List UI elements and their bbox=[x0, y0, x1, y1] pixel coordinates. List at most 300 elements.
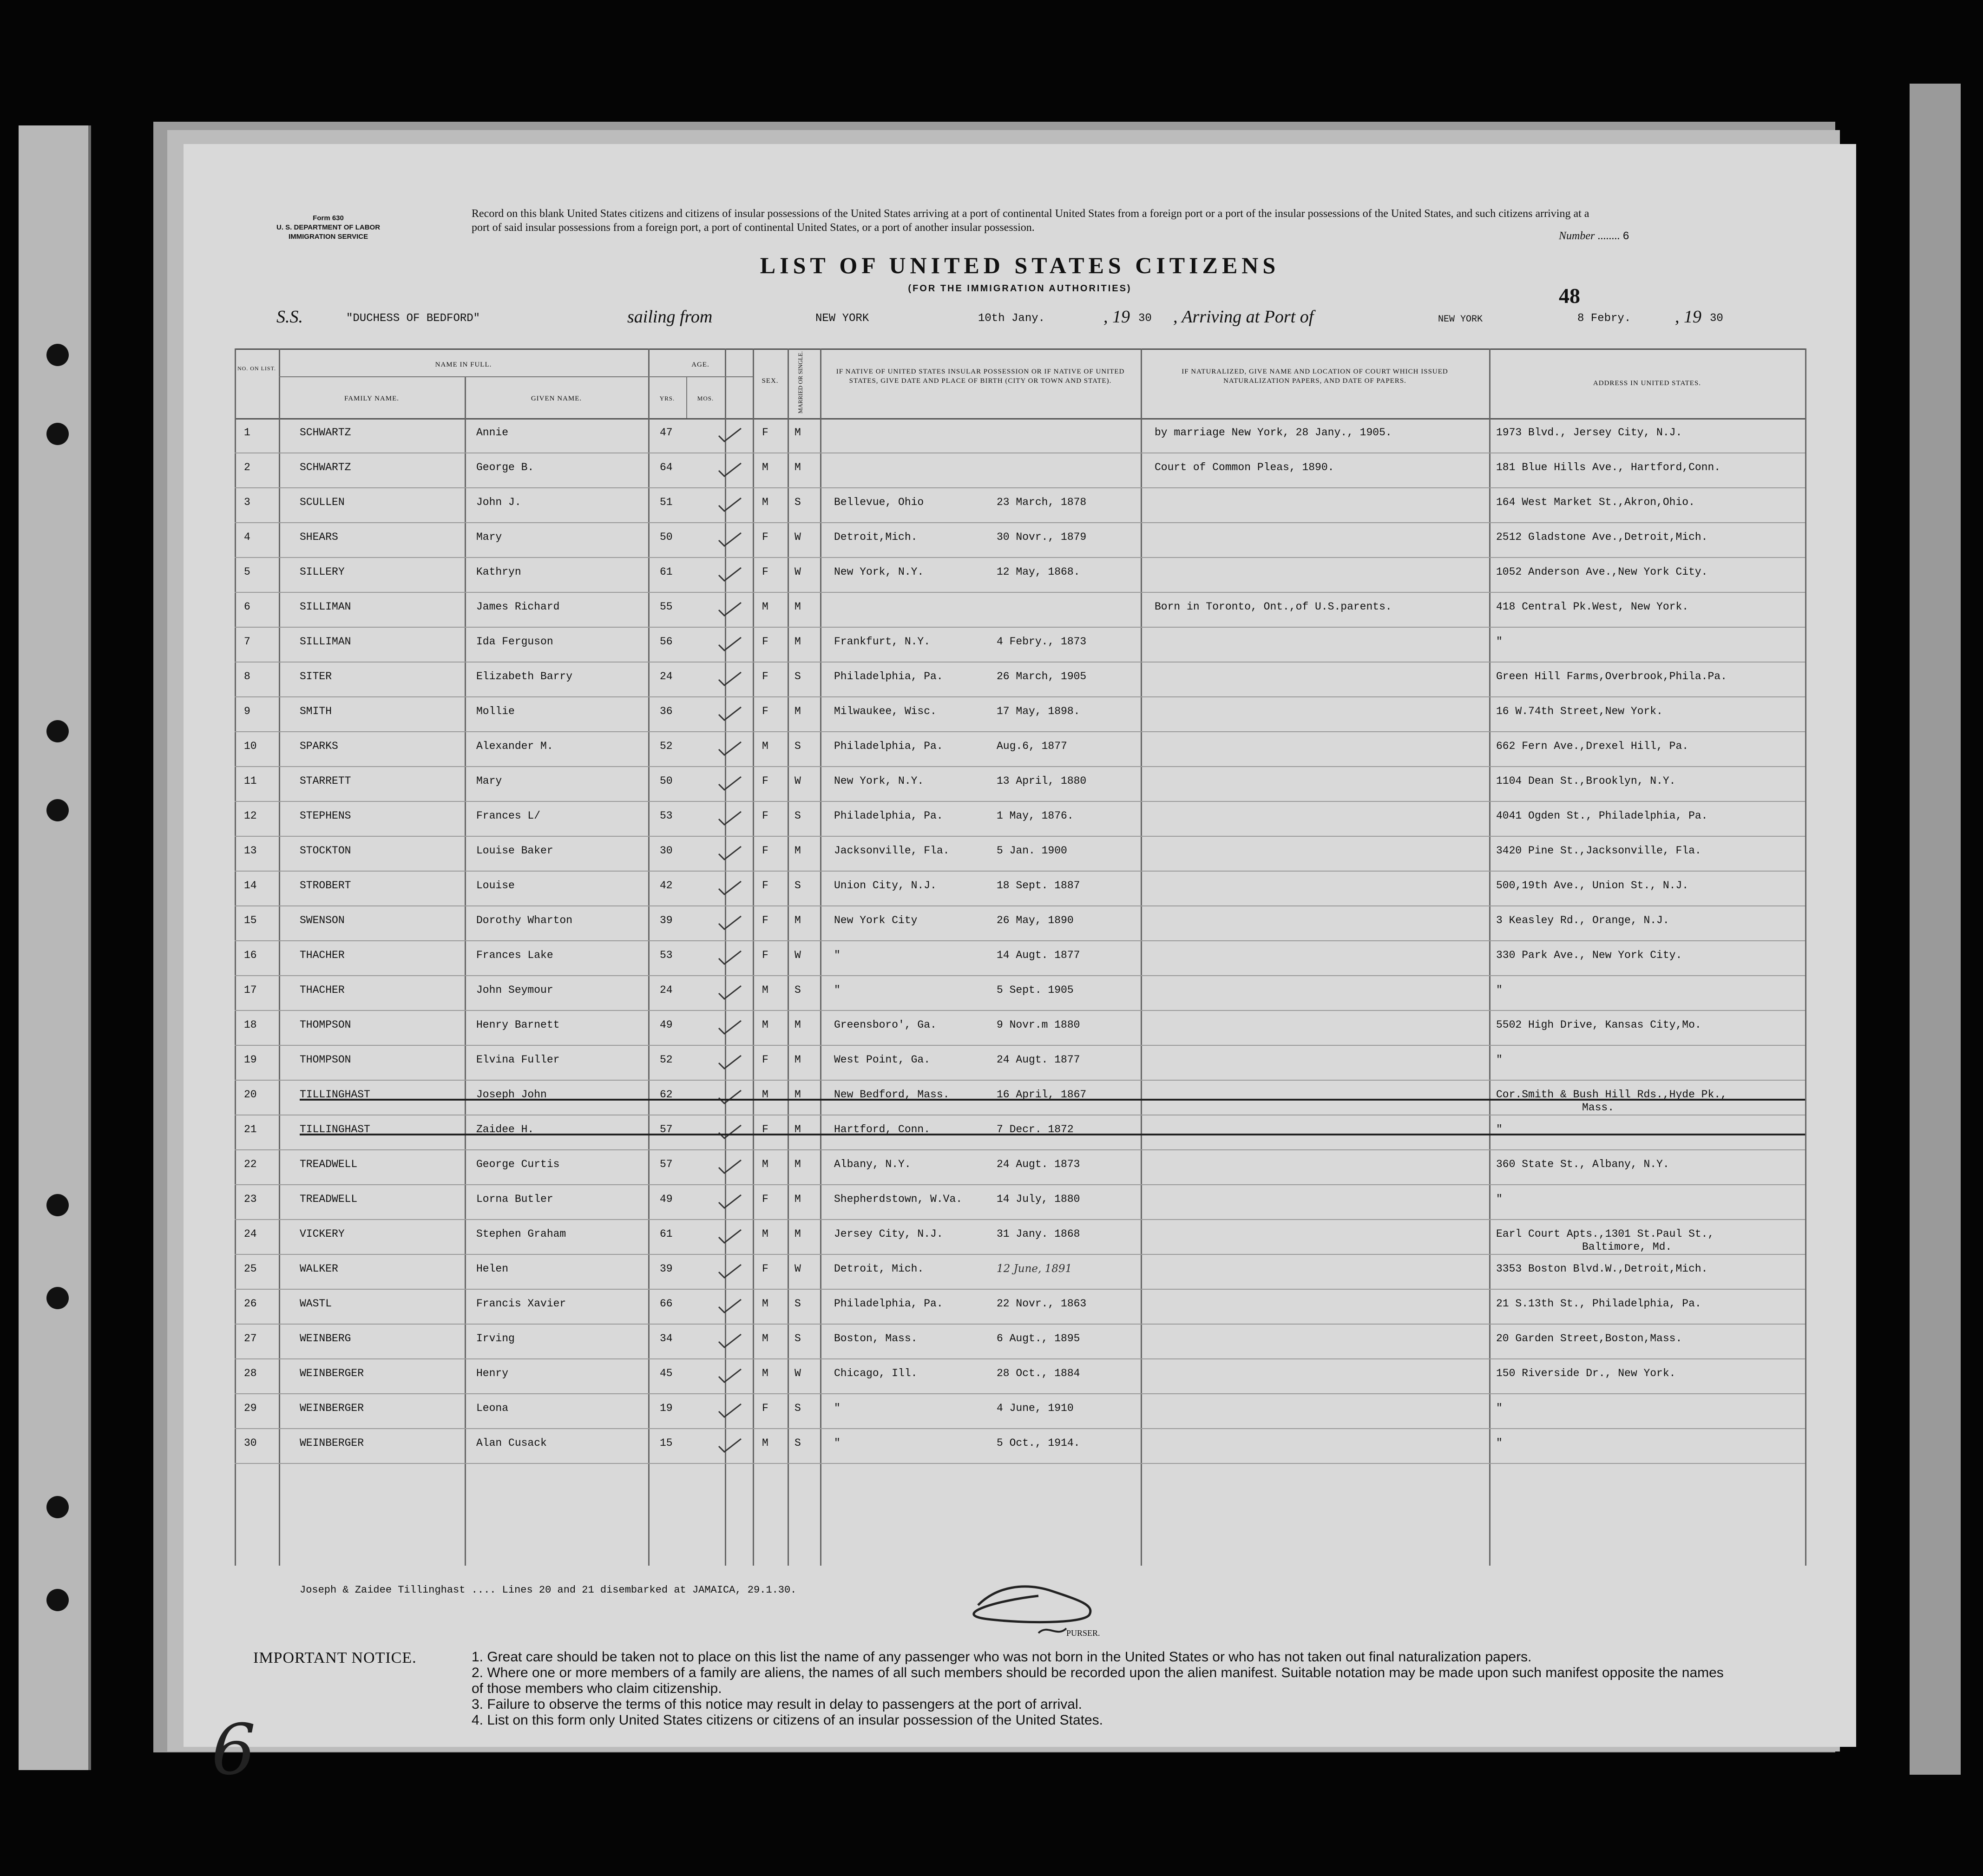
marital-status: S bbox=[795, 984, 801, 996]
given-name: Irving bbox=[476, 1332, 515, 1345]
age-years: 36 bbox=[660, 705, 673, 717]
address: 21 S.13th St., Philadelphia, Pa. bbox=[1496, 1298, 1701, 1310]
table-row bbox=[235, 871, 1805, 906]
given-name: Joseph John bbox=[476, 1089, 547, 1101]
table-row bbox=[235, 488, 1805, 523]
binder-hole bbox=[46, 423, 69, 445]
table-row bbox=[235, 1080, 1805, 1115]
row-number: 20 bbox=[244, 1089, 257, 1101]
birth-place: Philadelphia, Pa. bbox=[834, 670, 943, 682]
check-mark-icon bbox=[718, 497, 742, 512]
check-mark-icon bbox=[718, 1438, 742, 1453]
family-name: VICKERY bbox=[300, 1228, 345, 1240]
table-row bbox=[235, 1254, 1805, 1289]
table-row bbox=[235, 836, 1805, 871]
marital-status: S bbox=[795, 1402, 801, 1414]
given-name: Frances L/ bbox=[476, 810, 541, 822]
row-number: 21 bbox=[244, 1123, 257, 1135]
birth-date: 5 Oct., 1914. bbox=[997, 1437, 1080, 1449]
marital-status: M bbox=[795, 601, 801, 613]
table-row bbox=[235, 627, 1805, 662]
given-name: Ida Ferguson bbox=[476, 636, 553, 648]
check-mark-icon bbox=[718, 427, 742, 442]
departure-year: 30 bbox=[1138, 312, 1152, 325]
table-row bbox=[235, 1220, 1805, 1254]
sex: M bbox=[762, 1158, 768, 1170]
header-marital-status: MARRIED OR SINGLE. bbox=[797, 351, 804, 413]
marital-status: M bbox=[795, 461, 801, 473]
sex: F bbox=[762, 845, 768, 857]
marital-status: M bbox=[795, 426, 801, 439]
arriving-label: , Arriving at Port of bbox=[1173, 307, 1314, 327]
address: 150 Riverside Dr., New York. bbox=[1496, 1367, 1676, 1379]
birth-place: Philadelphia, Pa. bbox=[834, 740, 943, 752]
marital-status: W bbox=[795, 566, 801, 578]
table-row bbox=[235, 1429, 1805, 1463]
marital-status: M bbox=[795, 1228, 801, 1240]
family-name: SMITH bbox=[300, 705, 332, 717]
sheet-number: 48 bbox=[1559, 284, 1580, 308]
given-name: Henry bbox=[476, 1367, 509, 1379]
given-name: Elvina Fuller bbox=[476, 1054, 560, 1066]
naturalization: by marriage New York, 28 Jany., 1905. bbox=[1155, 426, 1392, 439]
check-mark-icon bbox=[718, 1124, 742, 1139]
sex: F bbox=[762, 1193, 768, 1205]
binder-hole bbox=[46, 344, 69, 366]
age-years: 52 bbox=[660, 740, 673, 752]
table-row bbox=[235, 976, 1805, 1010]
check-mark-icon bbox=[718, 706, 742, 721]
table-row bbox=[235, 732, 1805, 767]
department-name: U. S. DEPARTMENT OF LABOR bbox=[276, 223, 381, 231]
family-name: SILLIMAN bbox=[300, 601, 351, 613]
family-name: WALKER bbox=[300, 1263, 338, 1275]
row-number: 30 bbox=[244, 1437, 257, 1449]
birth-place: West Point, Ga. bbox=[834, 1054, 931, 1066]
notice-items bbox=[472, 1649, 1726, 1728]
page-title: LIST OF UNITED STATES CITIZENS bbox=[760, 252, 1280, 278]
passenger-table bbox=[235, 348, 1805, 1566]
birth-place: New Bedford, Mass. bbox=[834, 1089, 950, 1101]
header-months: MOS. bbox=[697, 395, 714, 402]
table-row bbox=[235, 662, 1805, 697]
birth-date: 5 Sept. 1905 bbox=[997, 984, 1074, 996]
row-number: 19 bbox=[244, 1054, 257, 1066]
birth-date: 9 Novr.m 1880 bbox=[997, 1019, 1080, 1031]
age-years: 51 bbox=[660, 496, 673, 508]
sex: M bbox=[762, 1298, 768, 1310]
row-number: 18 bbox=[244, 1019, 257, 1031]
birth-date: 12 May, 1868. bbox=[997, 566, 1080, 578]
birth-date: 16 April, 1867 bbox=[997, 1089, 1087, 1101]
birth-place: Greensboro', Ga. bbox=[834, 1019, 937, 1031]
address-continued: Mass. bbox=[1582, 1102, 1615, 1114]
check-mark-icon bbox=[718, 846, 742, 860]
check-mark-icon bbox=[718, 1229, 742, 1244]
row-number: 22 bbox=[244, 1158, 257, 1170]
birth-date: 17 May, 1898. bbox=[997, 705, 1080, 717]
marital-status: S bbox=[795, 879, 801, 892]
header-name: NAME IN FULL. bbox=[435, 361, 492, 368]
given-name: Mary bbox=[476, 775, 502, 787]
age-years: 61 bbox=[660, 1228, 673, 1240]
check-mark-icon bbox=[718, 985, 742, 1000]
marital-status: W bbox=[795, 1367, 801, 1379]
birth-place: Frankfurt, N.Y. bbox=[834, 636, 931, 648]
family-name: WASTL bbox=[300, 1298, 332, 1310]
family-name: SCULLEN bbox=[300, 496, 345, 508]
address: " bbox=[1496, 636, 1503, 648]
family-name: THACHER bbox=[300, 984, 345, 996]
check-mark-icon bbox=[718, 1159, 742, 1174]
header-family-name: FAMILY NAME. bbox=[344, 395, 399, 402]
row-number: 13 bbox=[244, 845, 257, 857]
table-row bbox=[235, 1359, 1805, 1394]
age-years: 42 bbox=[660, 879, 673, 892]
age-years: 57 bbox=[660, 1158, 673, 1170]
given-name: Elizabeth Barry bbox=[476, 670, 573, 682]
given-name: George B. bbox=[476, 461, 534, 473]
notice-item: 3. Failure to observe the terms of this notice may result in delay to passengers at the port of arrival. bbox=[472, 1697, 1082, 1712]
sex: F bbox=[762, 705, 768, 717]
row-number: 23 bbox=[244, 1193, 257, 1205]
sex: M bbox=[762, 496, 768, 508]
row-number: 3 bbox=[244, 496, 250, 508]
given-name: John J. bbox=[476, 496, 521, 508]
family-name: WEINBERG bbox=[300, 1332, 351, 1345]
header-age: AGE. bbox=[691, 361, 709, 368]
age-years: 39 bbox=[660, 1263, 673, 1275]
address: " bbox=[1496, 1193, 1503, 1205]
address: " bbox=[1496, 984, 1503, 996]
header-address: ADDRESS IN UNITED STATES. bbox=[1593, 380, 1701, 387]
page-subtitle: (FOR THE IMMIGRATION AUTHORITIES) bbox=[908, 283, 1132, 294]
age-years: 62 bbox=[660, 1089, 673, 1101]
birth-date: 5 Jan. 1900 bbox=[997, 845, 1067, 857]
ship-name: "DUCHESS OF BEDFORD" bbox=[346, 312, 480, 325]
table-row bbox=[235, 1185, 1805, 1220]
birth-place: New York City bbox=[834, 914, 918, 926]
sex: M bbox=[762, 1089, 768, 1101]
manifest-page bbox=[184, 144, 1856, 1791]
marital-status: S bbox=[795, 670, 801, 682]
naturalization: Born in Toronto, Ont.,of U.S.parents. bbox=[1155, 601, 1392, 613]
address: 20 Garden Street,Boston,Mass. bbox=[1496, 1332, 1682, 1345]
age-years: 19 bbox=[660, 1402, 673, 1414]
family-name: TILLINGHAST bbox=[300, 1123, 370, 1135]
check-mark-icon bbox=[718, 950, 742, 965]
table-row bbox=[235, 453, 1805, 488]
birth-place: Jersey City, N.J. bbox=[834, 1228, 943, 1240]
address: 418 Central Pk.West, New York. bbox=[1496, 601, 1689, 613]
sex: F bbox=[762, 636, 768, 648]
check-mark-icon bbox=[718, 636, 742, 651]
marital-status: S bbox=[795, 1298, 801, 1310]
given-name: Leona bbox=[476, 1402, 509, 1414]
row-number: 14 bbox=[244, 879, 257, 892]
row-number: 5 bbox=[244, 566, 250, 578]
row-number: 4 bbox=[244, 531, 250, 543]
birth-place: " bbox=[834, 1437, 840, 1449]
birth-date: 26 March, 1905 bbox=[997, 670, 1087, 682]
sex: F bbox=[762, 1123, 768, 1135]
age-years: 24 bbox=[660, 670, 673, 682]
check-mark-icon bbox=[718, 602, 742, 617]
row-number: 29 bbox=[244, 1402, 257, 1414]
birth-date: 30 Novr., 1879 bbox=[997, 531, 1087, 543]
table-row bbox=[235, 941, 1805, 976]
marital-status: M bbox=[795, 1019, 801, 1031]
binder-hole bbox=[46, 1287, 69, 1309]
sex: M bbox=[762, 1332, 768, 1345]
sex: F bbox=[762, 775, 768, 787]
family-name: WEINBERGER bbox=[300, 1402, 364, 1414]
sex: M bbox=[762, 1437, 768, 1449]
number-label: Number bbox=[1559, 230, 1595, 242]
family-name: SITER bbox=[300, 670, 332, 682]
given-name: Frances Lake bbox=[476, 949, 553, 961]
birth-date: 1 May, 1876. bbox=[997, 810, 1074, 822]
address: 164 West Market St.,Akron,Ohio. bbox=[1496, 496, 1695, 508]
age-years: 57 bbox=[660, 1123, 673, 1135]
birth-place: Albany, N.Y. bbox=[834, 1158, 911, 1170]
birth-date: 14 July, 1880 bbox=[997, 1193, 1080, 1205]
sex: M bbox=[762, 984, 768, 996]
family-name: TREADWELL bbox=[300, 1158, 358, 1170]
age-years: 49 bbox=[660, 1019, 673, 1031]
sex: M bbox=[762, 1228, 768, 1240]
address: 5502 High Drive, Kansas City,Mo. bbox=[1496, 1019, 1701, 1031]
family-name: SHEARS bbox=[300, 531, 338, 543]
given-name: Henry Barnett bbox=[476, 1019, 560, 1031]
right-binder-strip bbox=[1910, 84, 1961, 1775]
notice-label: IMPORTANT NOTICE. bbox=[253, 1649, 417, 1666]
marital-status: M bbox=[795, 705, 801, 717]
age-years: 15 bbox=[660, 1437, 673, 1449]
table-row bbox=[235, 1010, 1805, 1045]
row-number: 25 bbox=[244, 1263, 257, 1275]
check-mark-icon bbox=[718, 1299, 742, 1313]
age-years: 56 bbox=[660, 636, 673, 648]
sex: M bbox=[762, 601, 768, 613]
age-years: 47 bbox=[660, 426, 673, 439]
age-years: 66 bbox=[660, 1298, 673, 1310]
binder-strip bbox=[19, 125, 91, 1770]
table-row bbox=[235, 697, 1805, 732]
given-name: Annie bbox=[476, 426, 509, 439]
given-name: Louise bbox=[476, 879, 515, 892]
sex: M bbox=[762, 461, 768, 473]
check-mark-icon bbox=[718, 671, 742, 686]
check-mark-icon bbox=[718, 1020, 742, 1035]
sex: F bbox=[762, 1263, 768, 1275]
address: 1104 Dean St.,Brooklyn, N.Y. bbox=[1496, 775, 1676, 787]
marital-status: W bbox=[795, 775, 801, 787]
birth-date: 12 June, 1891 bbox=[997, 1263, 1072, 1275]
birth-place: Boston, Mass. bbox=[834, 1332, 918, 1345]
sex: F bbox=[762, 1402, 768, 1414]
address: 1052 Anderson Ave.,New York City. bbox=[1496, 566, 1708, 578]
birth-place: Jacksonville, Fla. bbox=[834, 845, 950, 857]
table-row bbox=[235, 1289, 1805, 1324]
row-number: 1 bbox=[244, 426, 250, 439]
age-years: 49 bbox=[660, 1193, 673, 1205]
birth-date: 6 Augt., 1895 bbox=[997, 1332, 1080, 1345]
family-name: SILLIMAN bbox=[300, 636, 351, 648]
sex: F bbox=[762, 949, 768, 961]
notice-item: 4. List on this form only United States citizens or citizens of an insular possession of the United States. bbox=[472, 1712, 1103, 1728]
birth-place: " bbox=[834, 1402, 840, 1414]
check-mark-icon bbox=[718, 532, 742, 547]
header-naturalization: IF NATURALIZED, GIVE NAME AND LOCATION OF COURT WHICH ISSUED NATURALIZATION PAPERS, AND DATE OF PAPERS. bbox=[1182, 368, 1448, 385]
marital-status: S bbox=[795, 1437, 801, 1449]
table-row bbox=[235, 1115, 1805, 1150]
family-name: STEPHENS bbox=[300, 810, 351, 822]
row-number: 2 bbox=[244, 461, 250, 473]
departure-date: 10th Jany. bbox=[978, 312, 1045, 325]
birth-date: 31 Jany. 1868 bbox=[997, 1228, 1080, 1240]
address: 3420 Pine St.,Jacksonville, Fla. bbox=[1496, 845, 1701, 857]
binder-hole bbox=[46, 720, 69, 742]
header-years: YRS. bbox=[659, 395, 675, 402]
family-name: THOMPSON bbox=[300, 1019, 351, 1031]
purser-label: PURSER. bbox=[1066, 1628, 1100, 1638]
birth-date: 28 Oct., 1884 bbox=[997, 1367, 1080, 1379]
check-mark-icon bbox=[718, 1055, 742, 1069]
sex: M bbox=[762, 1019, 768, 1031]
age-years: 53 bbox=[660, 949, 673, 961]
marital-status: M bbox=[795, 1193, 801, 1205]
birth-place: Bellevue, Ohio bbox=[834, 496, 924, 508]
age-years: 30 bbox=[660, 845, 673, 857]
address: 500,19th Ave., Union St., N.J. bbox=[1496, 879, 1689, 892]
binder-hole bbox=[46, 1589, 69, 1611]
arrival-date: 8 Febry. bbox=[1577, 312, 1631, 325]
given-name: Stephen Graham bbox=[476, 1228, 566, 1240]
header-birth-info: IF NATIVE OF UNITED STATES INSULAR POSSESSION OR IF NATIVE OF UNITED STATES, GIVE DATE AND PLACE OF BIRTH (CITY OR TOWN AND STATE). bbox=[836, 368, 1125, 385]
check-mark-icon bbox=[718, 1089, 742, 1104]
marital-status: M bbox=[795, 914, 801, 926]
birth-place: " bbox=[834, 949, 840, 961]
check-mark-icon bbox=[718, 880, 742, 895]
address: 181 Blue Hills Ave., Hartford,Conn. bbox=[1496, 461, 1721, 473]
address-continued: Baltimore, Md. bbox=[1582, 1241, 1672, 1253]
check-mark-icon bbox=[718, 1368, 742, 1383]
birth-date: 24 Augt. 1877 bbox=[997, 1054, 1080, 1066]
table-row bbox=[235, 767, 1805, 801]
address: " bbox=[1496, 1123, 1503, 1135]
family-name: STOCKTON bbox=[300, 845, 351, 857]
row-number: 12 bbox=[244, 810, 257, 822]
age-years: 39 bbox=[660, 914, 673, 926]
check-mark-icon bbox=[718, 741, 742, 756]
naturalization: Court of Common Pleas, 1890. bbox=[1155, 461, 1334, 473]
birth-place: Philadelphia, Pa. bbox=[834, 1298, 943, 1310]
birth-date: 4 June, 1910 bbox=[997, 1402, 1074, 1414]
address: " bbox=[1496, 1437, 1503, 1449]
given-name: James Richard bbox=[476, 601, 560, 613]
birth-place: Philadelphia, Pa. bbox=[834, 810, 943, 822]
address: 4041 Ogden St., Philadelphia, Pa. bbox=[1496, 810, 1708, 822]
departure-port: NEW YORK bbox=[815, 312, 869, 325]
sailing-label: sailing from bbox=[627, 307, 713, 327]
family-name: TILLINGHAST bbox=[300, 1089, 370, 1101]
address: 360 State St., Albany, N.Y. bbox=[1496, 1158, 1669, 1170]
address: 330 Park Ave., New York City. bbox=[1496, 949, 1682, 961]
given-name: Alan Cusack bbox=[476, 1437, 547, 1449]
birth-date: 14 Augt. 1877 bbox=[997, 949, 1080, 961]
age-years: 55 bbox=[660, 601, 673, 613]
address: Green Hill Farms,Overbrook,Phila.Pa. bbox=[1496, 670, 1727, 682]
sex: F bbox=[762, 914, 768, 926]
birth-date: Aug.6, 1877 bbox=[997, 740, 1067, 752]
notice-item: 1. Great care should be taken not to place on this list the name of any passenger who was not born in the United States or who has not taken out final naturalization papers. bbox=[472, 1649, 1532, 1665]
row-number: 17 bbox=[244, 984, 257, 996]
age-years: 61 bbox=[660, 566, 673, 578]
birth-place: Hartford, Conn. bbox=[834, 1123, 931, 1135]
birth-date: 18 Sept. 1887 bbox=[997, 879, 1080, 892]
check-mark-icon bbox=[718, 1264, 742, 1279]
row-number: 10 bbox=[244, 740, 257, 752]
birth-place: Chicago, Ill. bbox=[834, 1367, 918, 1379]
passenger-rows bbox=[235, 418, 1805, 1566]
address: 662 Fern Ave.,Drexel Hill, Pa. bbox=[1496, 740, 1689, 752]
row-number: 15 bbox=[244, 914, 257, 926]
binder-hole bbox=[46, 1496, 69, 1518]
margin-mark: 6 bbox=[211, 1710, 256, 1791]
table-row bbox=[235, 1324, 1805, 1359]
arrival-year-prefix: , 19 bbox=[1675, 307, 1701, 327]
birth-date: 7 Decr. 1872 bbox=[997, 1123, 1074, 1135]
address: 1973 Blvd., Jersey City, N.J. bbox=[1496, 426, 1682, 439]
table-row bbox=[235, 1150, 1805, 1185]
address: 3 Keasley Rd., Orange, N.J. bbox=[1496, 914, 1669, 926]
birth-date: 23 March, 1878 bbox=[997, 496, 1087, 508]
check-mark-icon bbox=[718, 567, 742, 582]
form-identifier bbox=[276, 214, 380, 242]
marital-status: W bbox=[795, 949, 801, 961]
family-name: THACHER bbox=[300, 949, 345, 961]
age-years: 52 bbox=[660, 1054, 673, 1066]
birth-date: 22 Novr., 1863 bbox=[997, 1298, 1087, 1310]
sex: F bbox=[762, 566, 768, 578]
check-mark-icon bbox=[718, 1194, 742, 1209]
row-number: 11 bbox=[244, 775, 257, 787]
header-given-name: GIVEN NAME. bbox=[531, 395, 582, 402]
row-number: 24 bbox=[244, 1228, 257, 1240]
check-mark-icon bbox=[718, 1333, 742, 1348]
family-name: TREADWELL bbox=[300, 1193, 358, 1205]
service-name: IMMIGRATION SERVICE bbox=[288, 233, 368, 241]
birth-place: Detroit,Mich. bbox=[834, 531, 918, 543]
row-number: 26 bbox=[244, 1298, 257, 1310]
family-name: STROBERT bbox=[300, 879, 351, 892]
marital-status: S bbox=[795, 810, 801, 822]
header-sex: SEX. bbox=[762, 377, 779, 385]
check-mark-icon bbox=[718, 811, 742, 826]
address: 3353 Boston Blvd.W.,Detroit,Mich. bbox=[1496, 1263, 1708, 1275]
given-name: Alexander M. bbox=[476, 740, 553, 752]
table-row bbox=[235, 418, 1805, 453]
arrival-port: NEW YORK bbox=[1438, 314, 1483, 325]
table-row bbox=[235, 1045, 1805, 1080]
sex: F bbox=[762, 670, 768, 682]
given-name: George Curtis bbox=[476, 1158, 560, 1170]
age-years: 24 bbox=[660, 984, 673, 996]
table-row bbox=[235, 523, 1805, 558]
given-name: Kathryn bbox=[476, 566, 521, 578]
birth-date: 13 April, 1880 bbox=[997, 775, 1087, 787]
